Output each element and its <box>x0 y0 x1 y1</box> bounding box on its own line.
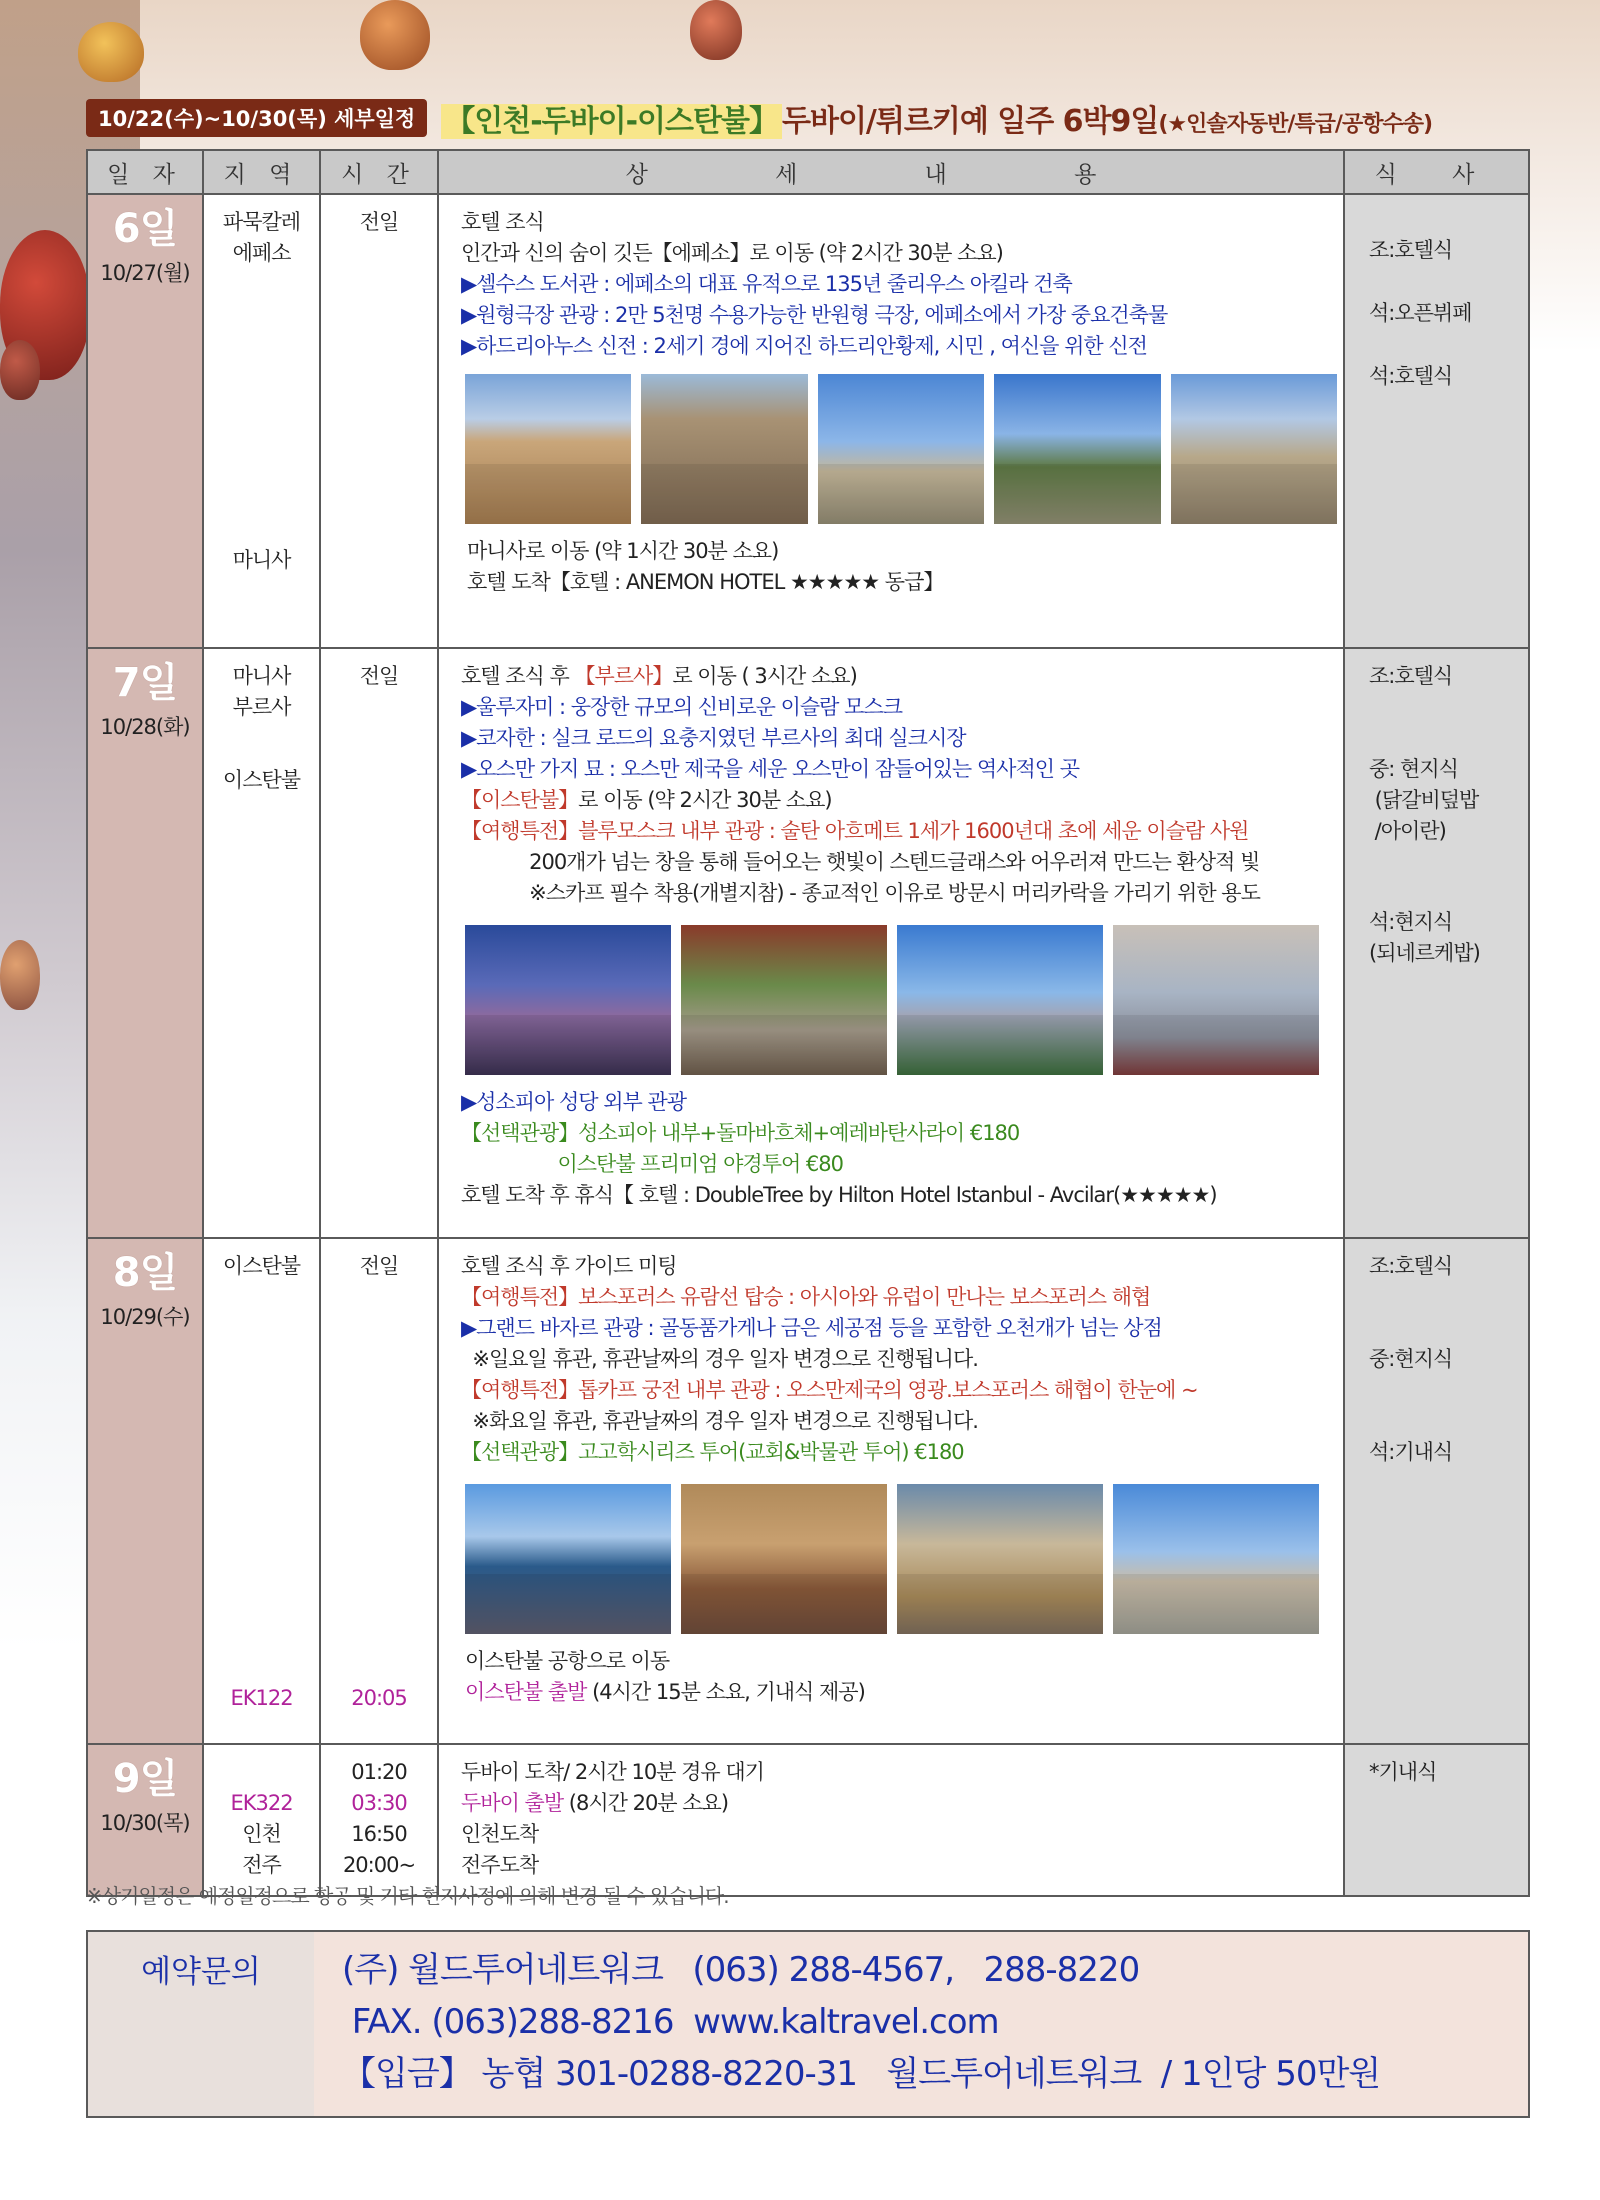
itinerary-header <box>86 95 1526 141</box>
time-value: 16:50 <box>351 1822 407 1846</box>
detail-line: ※일요일 휴관, 휴관날짜의 경우 일자 변경으로 진행됩니다. <box>461 1347 978 1371</box>
detail-lines-after <box>461 1087 1337 1211</box>
detail-line: ▶그랜드 바자르 관광 : 골동품가게나 금은 세공점 등을 포함한 오천개가 넘는 상점 <box>461 1316 1162 1340</box>
meal-item: 석:현지식 <box>1369 910 1453 934</box>
region-name: 이스탄불 <box>222 1254 301 1278</box>
time-cell <box>320 1744 438 1896</box>
contact-company-phone: (주) 월드투어네트워크 (063) 288-4567, 288-8220 <box>342 1950 1140 1990</box>
detail-line: 마니사로 이동 (약 1시간 30분 소요) <box>467 539 779 563</box>
detail-line: ※스카프 필수 착용(개별지참) - 종교적인 이유로 방문시 머리카락을 가리기 위한 용도 <box>461 881 1260 905</box>
detail-line: ▶성소피아 성당 외부 관광 <box>461 1090 687 1114</box>
detail-line: 【여행특전】블루모스크 내부 관광 : 술탄 아흐메트 1세가 1600년대 초에 세운 이슬람 사원 <box>461 819 1249 843</box>
region-cell <box>203 194 320 648</box>
meal-item: 석:오픈뷔페 <box>1369 301 1472 325</box>
detail-line: ▶오스만 가지 묘 : 오스만 제국을 세운 오스만이 잠들어있는 역사적인 곳 <box>461 757 1079 781</box>
detail-line: ※화요일 휴관, 휴관날짜의 경우 일자 변경으로 진행됩니다. <box>461 1409 978 1433</box>
meal-cell <box>1344 1238 1529 1744</box>
day-cell <box>87 194 203 648</box>
detail-line: 인간과 신의 숨이 깃든【에페소】로 이동 (약 2시간 30분 소요) <box>461 241 1003 265</box>
celsus-library-photo <box>465 374 631 524</box>
contact-label: 예약문의 <box>88 1932 314 2116</box>
detail-line: ▶하드리아누스 신전 : 2세기 경에 지어진 하드리안황제, 시민 , 여신을 위한 신전 <box>461 334 1147 358</box>
time-value: 전일 <box>359 1254 399 1278</box>
meal-item: 석:기내식 <box>1369 1440 1453 1464</box>
region-cell <box>203 1238 320 1744</box>
detail-line: 호텔 조식 후 가이드 미팅 <box>461 1254 677 1278</box>
detail-line: 【선택관광】고고학시리즈 투어(교회&박물관 투어) €180 <box>461 1440 964 1464</box>
detail-line: 호텔 도착【호텔 : ANEMON HOTEL ★★★★★ 동급】 <box>467 570 944 594</box>
meal-item: (되네르케밥) <box>1369 941 1480 965</box>
meal-item: 조:호텔식 <box>1369 664 1453 688</box>
time-value: 01:20 <box>351 1760 407 1784</box>
hot-air-balloon-image <box>0 340 40 400</box>
meal-item: /아이란) <box>1369 819 1446 843</box>
col-header-day: 일 자 <box>87 150 203 194</box>
detail-lines <box>461 661 1337 909</box>
region-name: 부르사 <box>232 695 291 719</box>
region-cell <box>203 648 320 1238</box>
region-name: 에페소 <box>232 241 291 265</box>
table-row <box>87 194 1529 648</box>
detail-line: 호텔 조식 후 【부르사】로 이동 ( 3시간 소요) <box>461 664 857 688</box>
ephesus-theatre-photo <box>641 374 807 524</box>
day-date: 10/29(수) <box>100 1305 190 1329</box>
col-header-time: 시 간 <box>320 150 438 194</box>
flight-number: EK122 <box>230 1686 293 1710</box>
time-value: 03:30 <box>351 1791 407 1815</box>
column-ruins-photo <box>818 374 984 524</box>
detail-lines <box>461 207 1337 362</box>
region-name: 전주 <box>242 1853 281 1877</box>
ulu-mosque-night-photo <box>465 925 671 1075</box>
table-row <box>87 648 1529 1238</box>
route-highlight: 【인천-두바이-이스탄불】 <box>441 104 782 139</box>
contact-fax-website: FAX. (063)288-8216 www.kaltravel.com <box>342 2002 999 2042</box>
meal-item: *기내식 <box>1369 1760 1437 1784</box>
photo-strip <box>465 374 1337 524</box>
flight-number: EK322 <box>230 1791 293 1815</box>
meal-item: 조:호텔식 <box>1369 238 1453 262</box>
page-title <box>441 96 1432 140</box>
hot-air-balloon-image <box>78 22 144 82</box>
detail-line: 【여행특전】톱카프 궁전 내부 관광 : 오스만제국의 영광.보스포러스 해협이 한눈에 ~ <box>461 1378 1198 1402</box>
topkapi-interior-photo <box>897 1484 1103 1634</box>
detail-line: ▶코자한 : 실크 로드의 요충지였던 부르사의 최대 실크시장 <box>461 726 966 750</box>
photo-strip <box>465 1484 1337 1634</box>
title-sub: (★인솔자동반/특급/공항수송) <box>1158 112 1433 137</box>
grand-bazaar-photo <box>681 1484 887 1634</box>
detail-cell <box>438 194 1344 648</box>
contact-body <box>314 1932 1380 2116</box>
date-badge: 10/22(수)~10/30(목) 세부일정 <box>86 99 427 137</box>
hadrian-temple-photo <box>1171 374 1337 524</box>
footnote: ※상기일정은 예정일정으로 항공 및 기타 현지사정에 의해 변경 될 수 있습니다. <box>86 1884 729 1908</box>
detail-cell <box>438 1238 1344 1744</box>
detail-lines <box>461 1251 1337 1468</box>
time-value: 전일 <box>359 210 399 234</box>
table-row <box>87 1238 1529 1744</box>
detail-cell <box>438 1744 1344 1896</box>
day-number: 6일 <box>112 206 178 252</box>
time-value: 20:05 <box>351 1686 407 1710</box>
meal-item: (닭갈비덮밥 <box>1369 788 1479 812</box>
meal-cell <box>1344 648 1529 1238</box>
day-cell <box>87 648 203 1238</box>
day-date: 10/28(화) <box>100 715 190 739</box>
region-name: 인천 <box>242 1822 281 1846</box>
day-number: 9일 <box>112 1756 178 1802</box>
region-name: 마니사 <box>232 664 291 688</box>
detail-line: 【선택관광】성소피아 내부+돌마바흐체+예레바탄사라이 €180 <box>461 1121 1020 1145</box>
detail-line: 【여행특전】보스포러스 유람선 탑승 : 아시아와 유럽이 만나는 보스포러스 해협 <box>461 1285 1151 1309</box>
day-cell <box>87 1238 203 1744</box>
title-main: 두바이/튀르키예 일주 6박9일 <box>781 104 1159 139</box>
region-name: 이스탄불 <box>222 768 301 792</box>
meal-item: 중: 현지식 <box>1369 757 1458 781</box>
day-date: 10/27(월) <box>100 261 190 285</box>
detail-line: 전주도착 <box>461 1853 539 1877</box>
detail-cell <box>438 648 1344 1238</box>
hot-air-balloon-image <box>0 940 40 1010</box>
time-cell <box>320 194 438 648</box>
contact-box <box>86 1930 1530 2118</box>
meal-cell <box>1344 1744 1529 1896</box>
blue-mosque-interior-photo <box>1113 925 1319 1075</box>
day-number: 7일 <box>112 660 178 706</box>
col-header-region: 지 역 <box>203 150 320 194</box>
detail-line: ▶울루자미 : 웅장한 규모의 신비로운 이슬람 모스크 <box>461 695 902 719</box>
region-name: 파묵칼레 <box>222 210 301 234</box>
detail-line: 이스탄불 출발 (4시간 15분 소요, 기내식 제공) <box>465 1680 865 1704</box>
meal-item: 석:호텔식 <box>1369 364 1453 388</box>
ruins-landscape-photo <box>994 374 1160 524</box>
table-row <box>87 1744 1529 1896</box>
time-cell <box>320 648 438 1238</box>
detail-lines <box>461 1757 1337 1881</box>
detail-line: 호텔 조식 <box>461 210 544 234</box>
detail-line: ▶셀수스 도서관 : 에페소의 대표 유적으로 135년 줄리우스 아킬라 건축 <box>461 272 1072 296</box>
time-value: 20:00~ <box>342 1853 416 1877</box>
hot-air-balloon-image <box>690 0 742 60</box>
hot-air-balloon-image <box>360 0 430 70</box>
meal-item: 중:현지식 <box>1369 1347 1453 1371</box>
topkapi-kiosk-photo <box>1113 1484 1319 1634</box>
osman-tomb-photo <box>681 925 887 1075</box>
detail-line: 두바이 도착/ 2시간 10분 경유 대기 <box>461 1760 764 1784</box>
detail-line: 호텔 도착 후 휴식【 호텔 : DoubleTree by Hilton Hotel Istanbul - Avcilar(★★★★★) <box>461 1183 1217 1207</box>
day-number: 8일 <box>112 1250 178 1296</box>
time-value: 전일 <box>359 664 399 688</box>
detail-lines-after <box>467 536 1337 598</box>
schedule-table <box>86 149 1530 1897</box>
detail-lines-after <box>465 1646 1337 1708</box>
blue-mosque-photo <box>897 925 1103 1075</box>
detail-line: 두바이 출발 (8시간 20분 소요) <box>461 1791 729 1815</box>
bosphorus-cruise-photo <box>465 1484 671 1634</box>
table-header-row <box>87 150 1529 194</box>
time-cell <box>320 1238 438 1744</box>
detail-line: 인천도착 <box>461 1822 539 1846</box>
region-cell <box>203 1744 320 1896</box>
col-header-meal: 식 사 <box>1344 150 1529 194</box>
day-date: 10/30(목) <box>100 1811 190 1835</box>
detail-line: 이스탄불 프리미엄 야경투어 €80 <box>461 1152 844 1176</box>
col-header-detail: 상 세 내 용 <box>438 150 1344 194</box>
meal-item: 조:호텔식 <box>1369 1254 1453 1278</box>
photo-strip <box>465 925 1337 1075</box>
detail-line: 200개가 넘는 창을 통해 들어오는 햇빛이 스텐드글래스와 어우러져 만드는 환상적 빛 <box>461 850 1260 874</box>
region-name: 마니사 <box>232 548 291 572</box>
detail-line: 【이스탄불】로 이동 (약 2시간 30분 소요) <box>461 788 832 812</box>
contact-bank-account: 【입금】 농협 301-0288-8220-31 월드투어네트워크 / 1인당 50만원 <box>342 2054 1381 2094</box>
meal-cell <box>1344 194 1529 648</box>
detail-line: ▶원형극장 관광 : 2만 5천명 수용가능한 반원형 극장, 에페소에서 가장 중요건축물 <box>461 303 1168 327</box>
day-cell <box>87 1744 203 1896</box>
detail-line: 이스탄불 공항으로 이동 <box>465 1649 670 1673</box>
